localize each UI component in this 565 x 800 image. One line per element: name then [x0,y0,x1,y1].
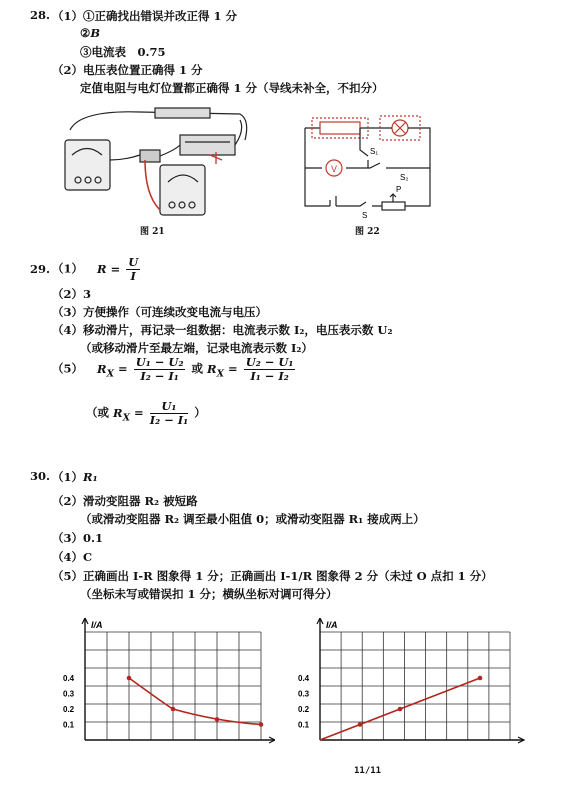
q29-number: 29. [30,262,51,276]
switch-s-label: S [362,211,368,220]
q30-number: 30. [30,469,51,483]
slider-p-label: P [396,185,402,194]
q30-part4: （4）C [52,550,93,564]
q28-part2-b: 定值电阻与电灯位置都正确得 1 分（导线未补全，不扣分） [80,81,384,95]
q30-part2-b: （或滑动变阻器 R₂ 调至最小阻值 0；或滑动变阻器 R₁ 接成两上） [80,512,425,526]
q30-part5-b: （坐标未写或错误扣 1 分；横纵坐标对调可得分） [80,587,338,601]
voltmeter-label: V [331,164,338,174]
y-tick-label: 0.2 [63,705,75,714]
data-point [259,722,264,727]
q28-part2: （2）电压表位置正确得 1 分 [52,63,203,77]
y-axis-label: I/A [91,620,103,630]
chart-i-r [55,618,275,758]
data-point [398,707,403,712]
y-tick-label: 0.4 [298,674,310,683]
data-point [358,722,363,727]
data-point [171,707,176,712]
q29-part2: （2）3 [52,287,92,301]
chart-i-inverse-r [290,618,530,758]
y-tick-label: 0.1 [298,720,310,730]
q29-part1: （1） R = $\frac{U}{I}$ [52,255,139,283]
q28-number: 28. [30,8,51,22]
q28-part1-3: ③电流表 0.75 [80,45,166,59]
data-point [127,676,132,681]
q30-part3: （3）0.1 [52,531,104,545]
switch-s2-label: S₂ [400,173,409,182]
q29-part4-b: （或移动滑片至最左端，记录电流表示数 I₂） [80,341,313,355]
q28-part1-2: ②B [80,26,101,40]
page-footer: 11/11 [354,766,382,776]
figure-21-circuit [60,100,250,220]
q29-part3: （3）方便操作（可连续改变电流与电压） [52,305,267,319]
y-tick-label: 0.3 [63,689,75,699]
q29-part4: （4）移动滑片，再记录一组数据：电流表示数 I₂，电压表示数 U₂ [52,323,393,337]
switch-s1-label: S₁ [370,147,379,156]
q29-part5-alt: （或 $R_X$ = $\frac{\text{U₁}}{\text{I₂ − I₁}}$ ） [86,399,206,427]
y-tick-label: 0.4 [63,674,75,683]
q30-part2: （2）滑动变阻器 R₂ 被短路 [52,494,198,508]
figure-22-caption: 图 22 [355,227,380,237]
q28-part1: （1）①正确找出错误并改正得 1 分 [52,9,238,23]
y-tick-label: 0.2 [298,705,310,714]
data-point [478,676,483,681]
y-tick-label: 0.1 [63,720,75,730]
figure-21-caption: 图 21 [140,227,165,237]
q30-part1: （1）R₁ [52,470,98,484]
figure-22-circuit [300,108,440,220]
data-point [215,717,220,722]
y-tick-label: 0.3 [298,689,310,699]
q30-part5: （5）正确画出 I-R 图象得 1 分；正确画出 I-1/R 图象得 2 分（未过 O 点扣 1 分） [52,569,493,583]
q29-part5: （5） $R_X$ = $\frac{\text{U₁ − U₂}}{\text{I₂ − I₁}}$ 或 $R_X$ = $\frac{\text{U₂ − U₁}}{\text{I₁ − I₂}}$ [52,355,294,383]
y-axis-label: I/A [326,620,338,630]
